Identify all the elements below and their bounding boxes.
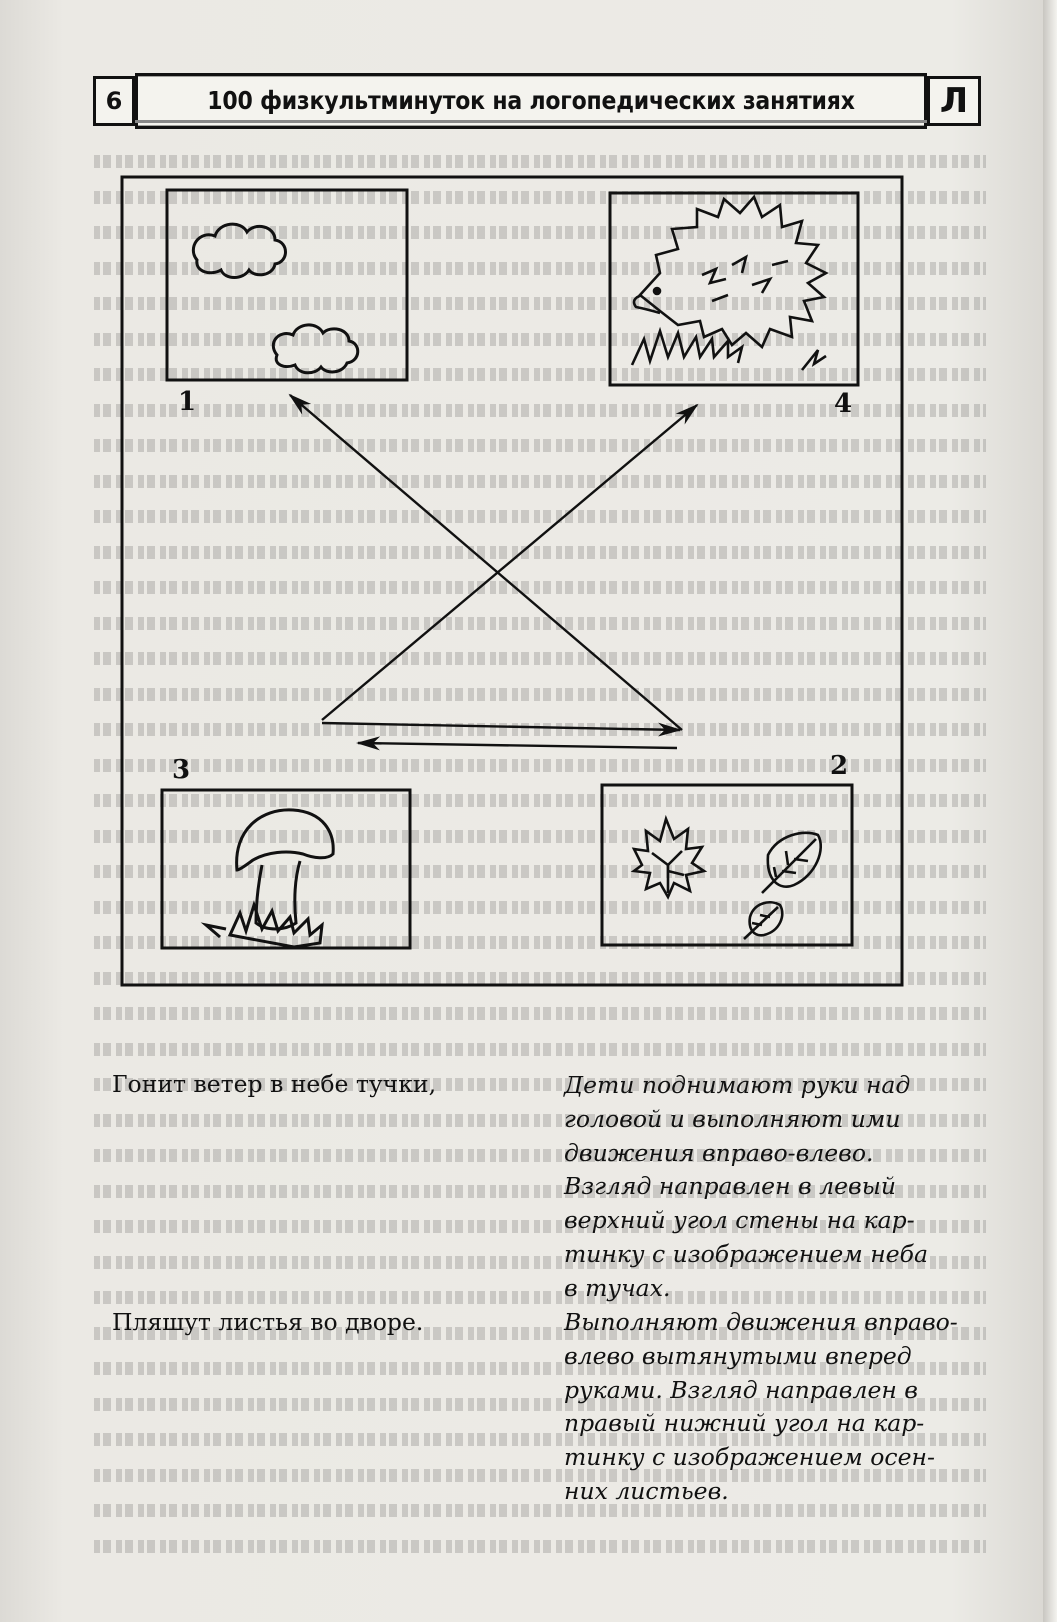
outer-frame: [122, 177, 902, 985]
page-number: 6: [93, 76, 135, 126]
diagram-svg: [112, 165, 924, 1025]
page-header: [93, 76, 981, 122]
arrow-to-2: [322, 723, 680, 730]
panel-number-3: 3: [172, 755, 191, 785]
instruction-2: Выполняют движения вправо- влево вытянутыми вперед руками. Взгляд направлен в правый нижний угол на кар- тинку с изображением осен- них листьев.: [564, 1308, 958, 1505]
panel-number-4: 4: [834, 389, 853, 419]
eye-movement-diagram: [112, 165, 924, 1025]
cloud-icon: [193, 224, 357, 373]
verse-line-1: Гонит ветер в небе тучки,: [112, 1070, 437, 1098]
panel-number-2: 2: [830, 751, 849, 781]
verse-line-2: Пляшут листья во дворе.: [112, 1308, 424, 1336]
panel-3-frame: [162, 790, 410, 948]
hedgehog-icon: [632, 197, 826, 370]
section-letter: Л: [927, 76, 981, 126]
panel-number-1: 1: [178, 387, 197, 417]
arrow-to-1: [290, 395, 682, 730]
arrow-to-3: [358, 743, 677, 748]
instruction-1: Дети поднимают руки над головой и выполняют ими движения вправо-влево. Взгляд направлен в левый верхний угол стены на кар- тинку с изображением неба в тучах.: [564, 1071, 928, 1302]
header-shadow: [135, 120, 927, 123]
arrow-to-4: [322, 405, 697, 720]
mushroom-icon: [206, 810, 333, 947]
panel-1-frame: [167, 190, 407, 380]
page-edge: [1043, 0, 1057, 1622]
book-title: 100 физкультминуток на логопедических занятиях: [135, 73, 927, 129]
leaves-icon: [634, 819, 821, 939]
